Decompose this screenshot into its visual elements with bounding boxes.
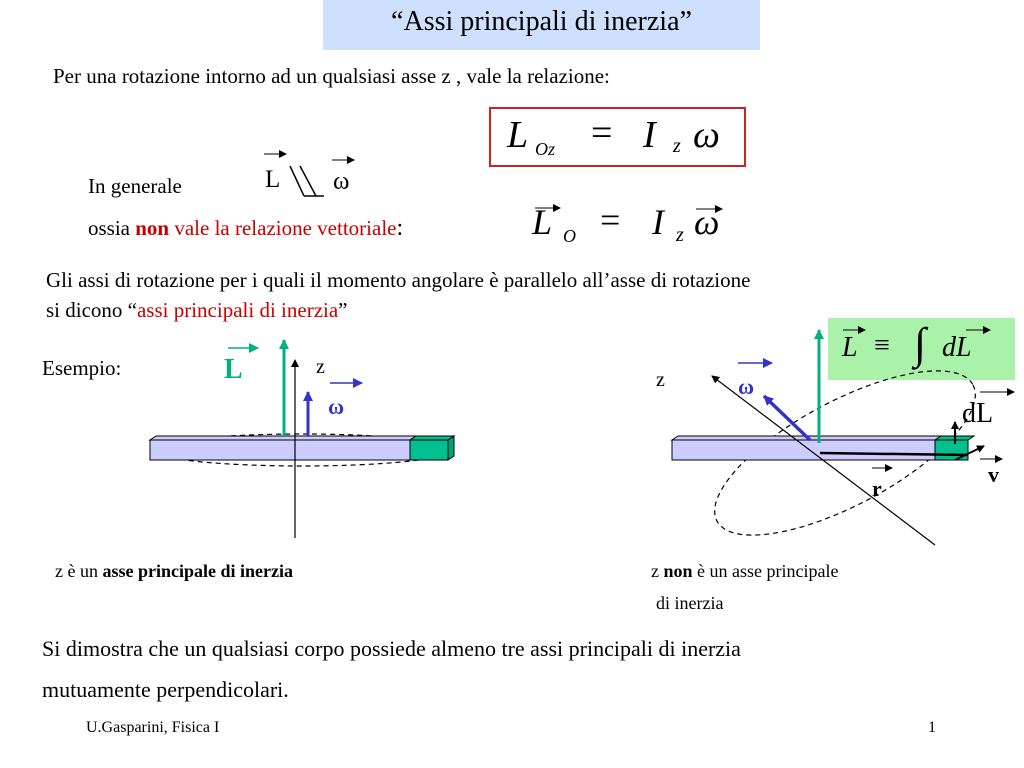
right-z-label: z	[656, 369, 665, 391]
vec-formula-z: z	[676, 224, 684, 246]
notparallel-L: L	[265, 166, 281, 193]
notparallel-arrows	[264, 154, 354, 196]
ossia-post: vale la relazione vettoriale	[169, 216, 397, 240]
ossia-non: non	[135, 216, 170, 240]
formula-I: I	[643, 114, 656, 156]
integral-eq: ≡	[874, 330, 890, 361]
caption-left-bold: asse principale di inerzia	[102, 561, 293, 581]
slide-title: “Assi principali di inerzia”	[323, 0, 760, 50]
paragraph-line2-pre: si dicono “	[46, 298, 137, 322]
caption-right	[651, 561, 838, 582]
paragraph-line1: Gli assi di rotazione per i quali il momento angolare è parallelo all’asse di rotazione	[46, 268, 751, 292]
left-z-label: z	[316, 356, 325, 378]
right-dL-label: dL	[962, 398, 994, 429]
ossia-pre: ossia	[88, 216, 136, 240]
caption-right-line2: di inerzia	[656, 593, 724, 613]
caption-right-pre: z	[651, 561, 664, 581]
vec-formula-I: I	[652, 202, 664, 242]
formula-z: z	[673, 135, 681, 157]
caption-right-bold: non	[663, 561, 693, 581]
vec-formula-omega: ω	[694, 202, 720, 242]
paragraph-line2-post: ”	[338, 298, 348, 322]
right-diagram	[672, 330, 1014, 567]
caption-left	[55, 561, 293, 582]
caption-left-pre: z è un	[55, 561, 103, 581]
footer-page-number: 1	[928, 719, 936, 736]
vec-formula-sub-o: O	[563, 226, 576, 246]
esempio-label: Esempio:	[42, 356, 122, 380]
vec-formula-L: L	[532, 202, 553, 242]
vec-formula-eq: =	[600, 200, 621, 240]
conclusion-line2: mutuamente perpendicolari.	[42, 677, 289, 702]
right-v-label: v	[988, 462, 999, 487]
vec-formula-arrows	[535, 208, 722, 209]
formula-sub-oz: Oz	[535, 139, 556, 159]
integral-L: L	[842, 332, 858, 363]
conclusion-line1: Si dimostra che un qualsiasi corpo possiede almeno tre assi principali di inerzia	[42, 636, 741, 661]
formula-eq: =	[591, 112, 613, 154]
footer-author: U.Gasparini, Fisica I	[86, 719, 220, 736]
paragraph-line2-red: assi principali di inerzia	[136, 298, 339, 322]
in-generale-text: In generale	[88, 174, 182, 198]
notparallel-omega: ω	[333, 168, 350, 195]
intro-text: Per una rotazione intorno ad un qualsiasi asse z , vale la relazione:	[53, 64, 610, 88]
right-omega-label: ω	[738, 374, 755, 399]
left-omega-label: ω	[328, 394, 345, 419]
integral-dL: dL	[942, 332, 972, 363]
formula-L: L	[507, 114, 529, 156]
ossia-colon: :	[396, 215, 404, 241]
formula-omega: ω	[693, 114, 720, 156]
left-L-label: L	[224, 354, 243, 385]
integral-sign: ∫	[914, 319, 927, 368]
caption-right-post: è un asse principale	[692, 561, 839, 581]
right-r-label: r	[872, 476, 882, 501]
left-diagram	[150, 340, 454, 538]
